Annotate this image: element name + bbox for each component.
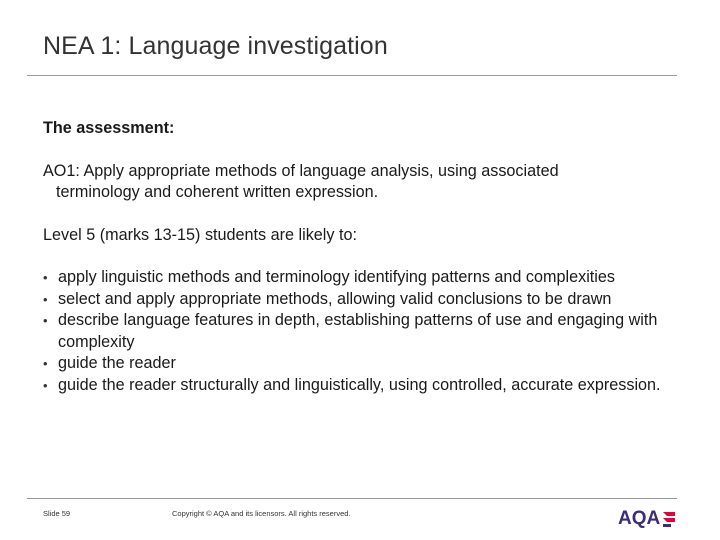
ao1-statement [43,161,683,204]
assessment-heading: The assessment: [43,119,175,137]
list-item-text: guide the reader structurally and linguistically, using controlled, accurate expression. [58,375,661,394]
bullet-icon: • [43,270,48,285]
list-item-text: apply linguistic methods and terminology identifying patterns and complexities [58,268,615,286]
slide-number: Slide 59 [43,509,71,518]
level-descriptor: Level 5 (marks 13-15) students are likely to: [43,225,357,244]
list-item-text: guide the reader [58,354,176,372]
footer-divider [27,498,677,499]
list-item-text: describe language features in depth, establishing patterns of use and engaging with complexity [58,311,658,351]
bullet-icon: • [43,313,48,328]
bullet-icon: • [43,291,48,307]
aqa-logo [618,508,680,532]
slide-title: NEA 1: Language investigation [43,32,388,60]
bullet-icon: • [43,356,48,371]
list-item [43,353,683,375]
slide-body [43,118,683,396]
ao1-line-2: terminology and coherent written expression. [56,183,379,201]
bullet-icon: • [43,377,48,393]
copyright-notice: Copyright © AQA and its licensors. All rights reserved. [172,509,351,518]
criteria-list [43,267,683,396]
ao1-line-1: AO1: Apply appropriate methods of language analysis, using associated [43,161,559,180]
aqa-logo-mark-icon [661,510,677,528]
list-item [43,375,683,397]
list-item [43,289,683,311]
list-item [43,267,683,289]
aqa-logo-text: AQA [618,508,661,529]
list-item-text: select and apply appropriate methods, allowing valid conclusions to be drawn [58,289,612,308]
title-divider [27,75,677,76]
list-item [43,310,683,353]
